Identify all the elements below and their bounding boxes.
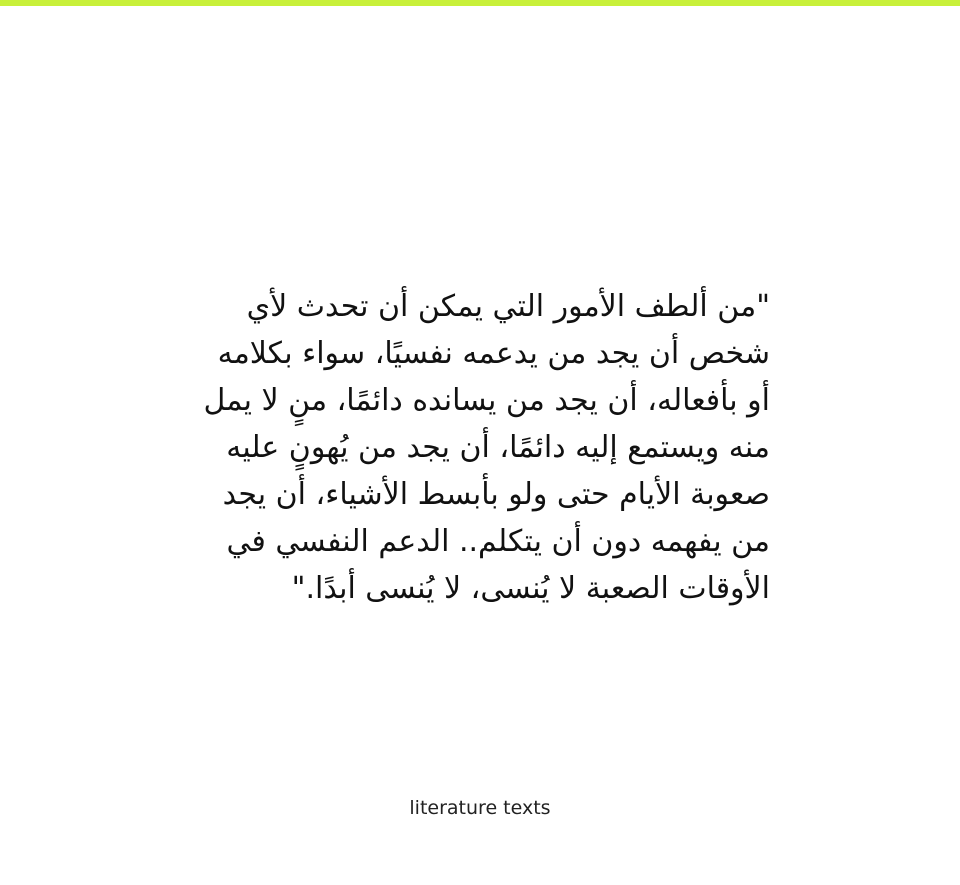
quote-line-3: أو بأفعاله، أن يجد من يسانده دائمًا، منٍ لا يمل [203,383,770,418]
quote-line-4: منه ويستمع إليه دائمًا، أن يجد من يُهونٍ عليه [226,430,770,465]
quote-line-6: من يفهمه دون أن يتكلم.. الدعم النفسي في [226,524,770,559]
quote-line-5: صعوبة الأيام حتى ولو بأبسط الأشياء، أن يجد [222,477,770,512]
quote-line-7: الأوقات الصعبة لا يُنسى، لا يُنسى أبدًا." [291,571,770,606]
quote-line-1: "من ألطف الأمور التي يمكن أن تحدث لأي [246,289,770,324]
quote-line-2: شخص أن يجد من يدعمه نفسيًا، سواء بكلامه [217,336,770,371]
top-accent-bar [0,0,960,6]
quote-text [170,283,770,612]
footer-caption: literature texts [409,797,551,819]
